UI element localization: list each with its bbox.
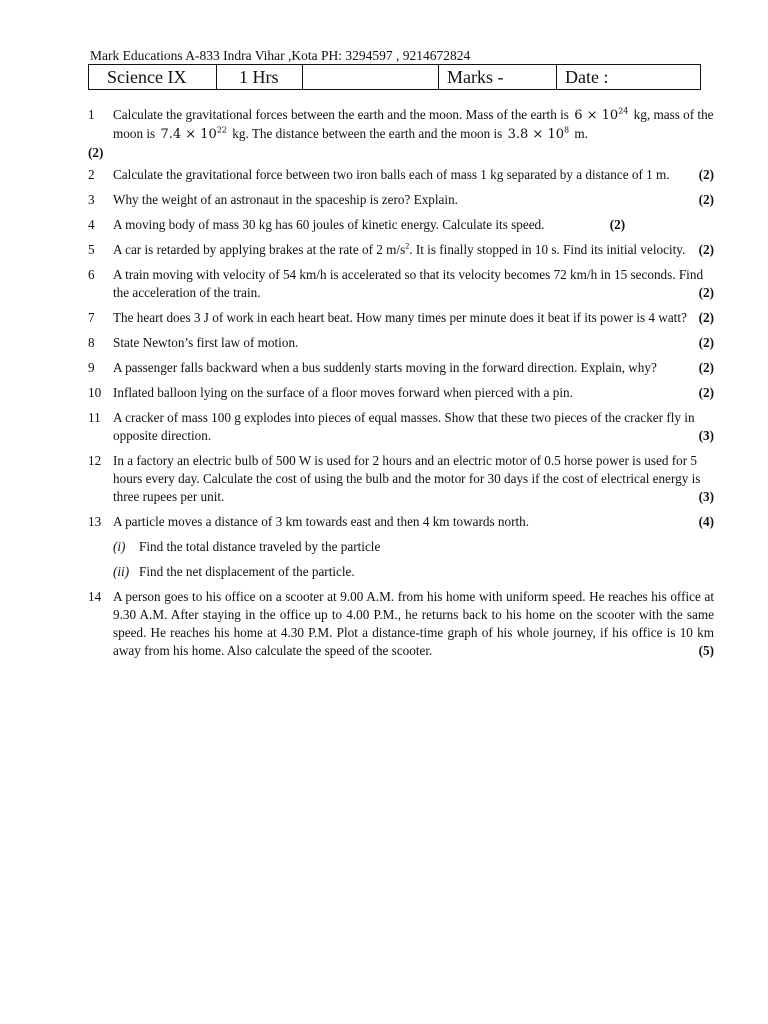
duration-cell: 1 Hrs — [217, 65, 303, 90]
marks-badge: (2) — [698, 167, 714, 182]
question-14 — [88, 588, 714, 660]
question-text-cont: m. — [574, 126, 588, 141]
question-13 — [88, 513, 714, 581]
marks-badge: (2) — [698, 385, 714, 400]
question-text-cont: . It is finally stopped in 10 s. Find its initial velocity. — [409, 242, 686, 257]
marks-badge: (2) — [698, 360, 714, 375]
unit-exponent: 2 — [405, 241, 410, 251]
question-text: Calculate the gravitational force between two iron balls each of mass 1 kg separated by a distance of 1 m. — [113, 167, 670, 182]
marks-badge: (2) — [698, 335, 714, 350]
sub-question-i — [113, 538, 714, 556]
earth-mass-value: $6 \times 10^{24}$ — [574, 106, 629, 123]
question-text: A moving body of mass 30 kg has 60 joules of kinetic energy. Calculate its speed. — [113, 217, 545, 232]
question-7 — [88, 309, 714, 327]
question-text: In a factory an electric bulb of 500 W is used for 2 hours and an electric motor of 0.5 horse power is used for 5 hours every day. Calculate the cost of using the bulb and the motor for 30 days if the cost of electrical energy is three rupees per unit. — [113, 453, 701, 504]
question-text: A cracker of mass 100 g explodes into pieces of equal masses. Show that these two pieces of the cracker fly in opposite direction. — [113, 410, 695, 443]
marks-badge: (2) — [698, 285, 714, 300]
sub-question-ii — [113, 563, 714, 581]
marks-badge: (2) — [698, 242, 714, 257]
sub-question-text: Find the total distance traveled by the particle — [139, 539, 381, 554]
question-number: 11 — [88, 410, 101, 425]
question-number: 9 — [88, 360, 95, 375]
question-10 — [88, 384, 714, 402]
sub-question-number: (i) — [113, 539, 126, 554]
question-4 — [88, 216, 714, 234]
question-text-cont: kg, mass of the moon is — [113, 107, 714, 141]
institute-header: Mark Educations A-833 Indra Vihar ,Kota PH: 3294597 , 9214672824 — [90, 48, 471, 63]
question-8 — [88, 334, 714, 352]
question-number: 4 — [88, 217, 95, 232]
question-text: A particle moves a distance of 3 km towards east and then 4 km towards north. — [113, 514, 530, 529]
question-text: A passenger falls backward when a bus suddenly starts moving in the forward direction. Explain, why? — [113, 360, 657, 375]
question-number: 13 — [88, 514, 102, 529]
question-number: 8 — [88, 335, 95, 350]
question-text: State Newton’s first law of motion. — [113, 335, 299, 350]
marks-badge: (3) — [698, 428, 714, 443]
date-cell: Date : — [557, 65, 701, 90]
question-text: Calculate the gravitational forces between the earth and the moon. Mass of the earth is — [113, 107, 569, 122]
question-number: 3 — [88, 192, 95, 207]
question-2 — [88, 166, 714, 184]
question-11 — [88, 409, 714, 445]
exam-info-table — [88, 64, 701, 90]
question-text: Inflated balloon lying on the surface of a floor moves forward when pierced with a pin. — [113, 385, 573, 400]
question-5 — [88, 241, 714, 259]
moon-mass-value: $7.4 \times 10^{22}$ — [160, 125, 227, 142]
question-text: A car is retarded by applying brakes at the rate of 2 m/s — [113, 242, 406, 257]
marks-cell: Marks - — [439, 65, 557, 90]
question-text: Why the weight of an astronaut in the spaceship is zero? Explain. — [113, 192, 458, 207]
question-text-cont: kg. The distance between the earth and the moon is — [232, 126, 503, 141]
question-12 — [88, 452, 714, 506]
marks-badge: (2) — [609, 217, 626, 232]
question-list — [88, 106, 714, 667]
question-number: 10 — [88, 385, 102, 400]
marks-badge: (2) — [88, 145, 104, 160]
question-number: 12 — [88, 453, 102, 468]
marks-badge: (4) — [698, 514, 714, 529]
sub-question-text: Find the net displacement of the particle. — [139, 564, 355, 579]
question-3 — [88, 191, 714, 209]
question-6 — [88, 266, 714, 302]
question-number: 5 — [88, 242, 95, 257]
blank-cell — [303, 65, 439, 90]
question-number: 2 — [88, 167, 95, 182]
question-number: 6 — [88, 267, 95, 282]
question-text: The heart does 3 J of work in each heart beat. How many times per minute does it beat if its power is 4 watt? — [113, 310, 687, 325]
question-number: 7 — [88, 310, 95, 325]
distance-value: $3.8 \times 10^8$ — [507, 125, 570, 142]
marks-badge: (5) — [698, 643, 714, 658]
subject-cell: Science IX — [89, 65, 217, 90]
question-number: 1 — [88, 107, 95, 122]
question-9 — [88, 359, 714, 377]
marks-badge: (3) — [698, 489, 714, 504]
question-text: A person goes to his office on a scooter at 9.00 A.M. from his home with uniform speed. He reaches his office at 9.30 A.M. After staying in the office up to 4.00 P.M., he returns back to his home on the scooter with the same speed. He reaches his home at 4.30 P.M. Plot a distance-time graph of his whole journey, if his office is 10 km away from his home. Also calculate the speed of the scooter. — [113, 589, 714, 658]
question-text: A train moving with velocity of 54 km/h is accelerated so that its velocity becomes 72 km/h in 15 seconds. Find the acceleration of the train. — [113, 267, 704, 300]
question-number: 14 — [88, 589, 102, 604]
marks-badge: (2) — [698, 192, 714, 207]
marks-badge: (2) — [698, 310, 714, 325]
sub-question-number: (ii) — [113, 564, 130, 579]
question-1 — [88, 106, 714, 162]
